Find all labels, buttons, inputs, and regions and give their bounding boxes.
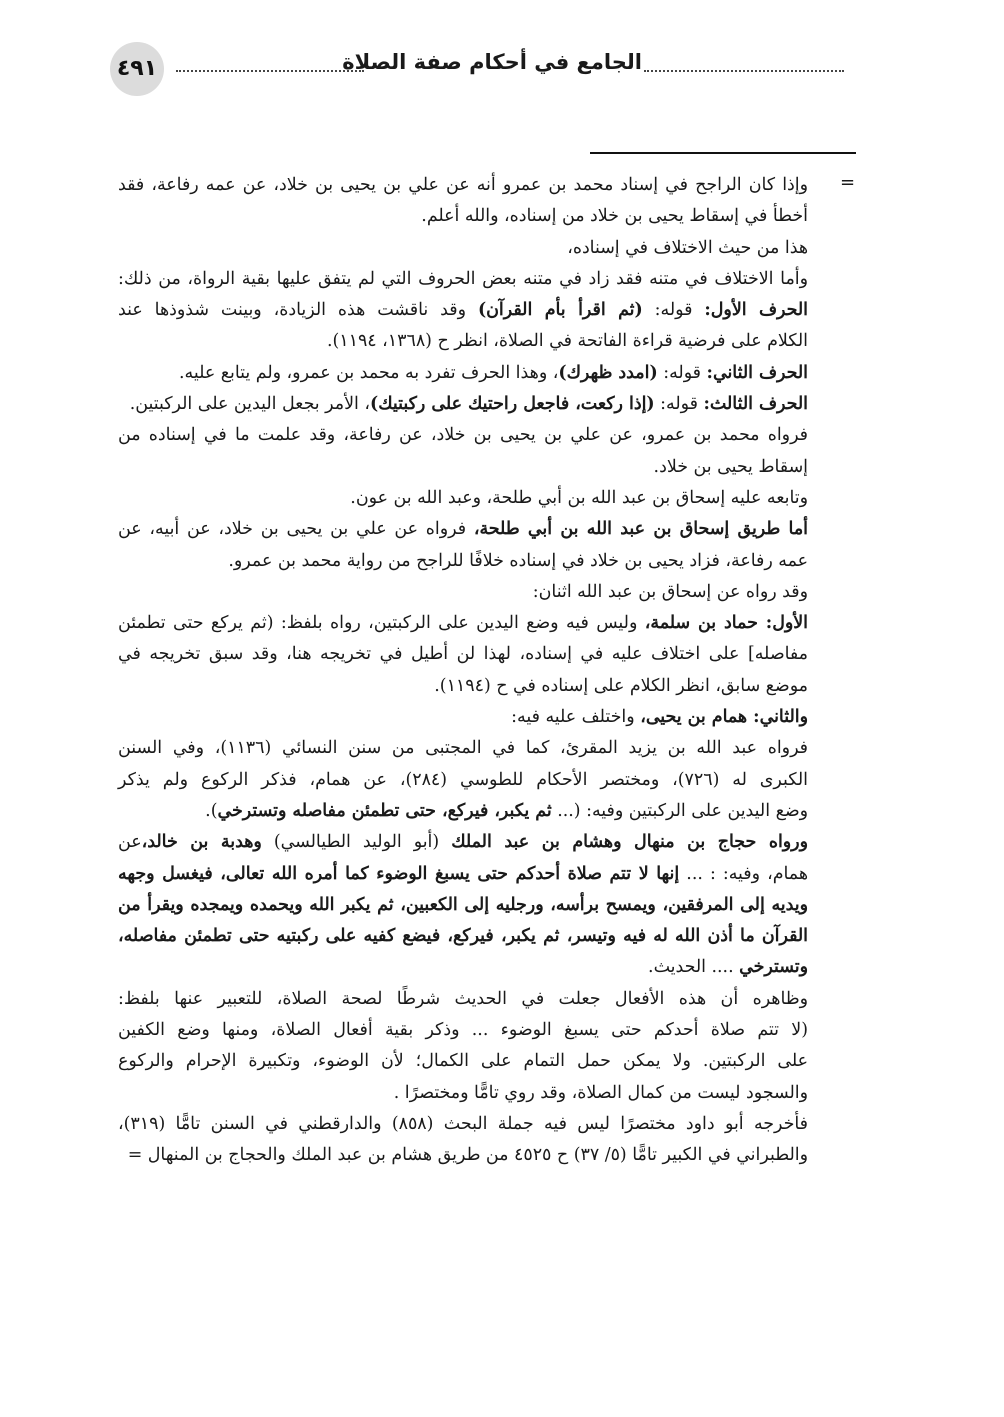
text-line: هذا من حيث الاختلاف في إسناده، [567,237,808,258]
heading-third-letter: الحرف الثالث: [703,394,808,415]
text-span: قوله: [657,362,707,383]
text-span: وليس فيه وضع اليدين على الركبتين، رواه بلفظ: (ثم يركع حتى تطمئن [118,613,645,634]
text-span: ، وهذا الحرف تفرد به محمد بن عمرو، ولم يتابع عليه. [178,362,559,383]
hadith-text: وتسترخي [739,957,808,978]
page-number: ٤٩١ [110,42,164,96]
text-span: قوله: [654,394,704,415]
text-span: همام، وفيه: : ... [679,863,808,884]
text-line [118,796,808,827]
text-span: وقد ناقشت هذه الزيادة، وبينت شذوذها عند [118,300,478,321]
text-span: ، الأمر بجعل اليدين على الركبتين. [129,394,370,415]
text-line: والطبراني في الكبير تامًّا (٥/ ٣٧) ح ٤٥٢٥ من طريق هشام بن عبد الملك والحجاج بن المنهال = [127,1145,808,1166]
quote-span: (امدد ظهرك) [558,362,658,383]
text-line: وظاهره أن هذه الأفعال جعلت في الحديث شرطًا لصحة الصلاة، للتعبير عنها بلفظ: [118,988,808,1009]
text-line: أخطأ في إسقاط يحيى بن خلاد من إسناده، والله أعلم. [421,206,808,227]
hadith-text: إنها لا تتم صلاة أحدكم حتى يسبغ الوضوء كما أمره الله تعالى، فيغسل وجهه [118,863,680,884]
text-line: وتابعه عليه إسحاق بن عبد الله بن أبي طلحة، وعبد الله بن عون. [350,487,808,508]
text-line [118,358,808,389]
hadith-text: القرآن ما أذن الله له فيه وتيسر، ثم يكبر، فيركع، فيضع كفيه على ركبتيه حتى تطمئن مفاصله، [118,926,808,947]
text-line: (لا تتم صلاة أحدكم حتى يسبغ الوضوء ... وذكر بقية أفعال الصلاة، ومنها وضع الكفين [118,1020,808,1041]
header-dotted-leader-right [644,56,844,72]
text-line [118,952,808,983]
text-span: (أبو الوليد الطيالسي) [261,832,452,853]
text-span: وضع اليدين على الركبتين وفيه: (... [551,800,808,821]
text-line [118,827,808,858]
text-line [118,514,808,545]
text-line [118,295,808,326]
quote-span: ثم يكبر، فيركع، حتى تطمئن مفاصله وتسترخي [217,800,552,821]
heading-first-narrator: الأول: حماد بن سلمة، [644,613,808,634]
text-line: فرواه عبد الله بن يزيد المقرئ، كما في المجتبى من سنن النسائي (١١٣٦)، وفي السنن [118,738,808,759]
text-span: .... الحديث. [648,957,740,978]
text-line [118,608,808,639]
header-dotted-leader-left [176,56,364,72]
page-header [104,40,850,100]
text-line [118,702,808,733]
text-line: فأخرجه أبو داود مختصرًا ليس فيه جملة البحث (٨٥٨) والدارقطني في السنن تامًّا (٣١٩)، [118,1113,809,1134]
text-line: الكبرى له (٧٢٦)، ومختصر الأحكام للطوسي (٢٨٤)، عن همام، فذكر الركوع ولم يذكر [118,769,808,790]
text-line: وإذا كان الراجح في إسناد محمد بن عمرو أنه عن علي بن يحيى بن خلاد، عن عمه رفاعة، فقد [118,175,808,195]
text-line: موضع سابق، انظر الكلام على إسناده في ح (١١٩٤). [434,675,808,696]
text-line: إسقاط يحيى بن خلاد. [653,456,808,477]
heading-first-letter: الحرف الأول: [704,300,809,321]
text-line: على الركبتين. ولا يمكن حمل التمام على الكمال؛ لأن الوضوء، وتكبيرة الإحرام والركوع [118,1051,808,1072]
footnote-text [118,170,808,1172]
text-line: فرواه محمد بن عمرو، عن علي بن يحيى بن خلاد، عن رفاعة، وقد علمت ما في إسناده من [118,425,808,446]
text-line [118,859,808,890]
quote-span: (ثم اقرأ بأم القرآن) [477,300,643,321]
text-line: مفاصله] على اختلاف عليه في إسناده، لهذا لن أطيل في تخريجه هنا، وقد سبق تخريجه في [118,644,808,665]
text-span: عن [118,832,142,853]
text-line: والسجود ليست من كمال الصلاة، وقد روي تامًّا ومختصرًا . [393,1082,808,1103]
book-title: الجامع في أحكام صفة الصلاة [342,50,642,74]
text-line: عمه رفاعة، فزاد يحيى بن خلاد في إسناده خلافًا للراجح من رواية محمد بن عمرو. [228,550,808,571]
narrators-span: وهدبة بن خالد، [141,832,262,853]
text-span: واختلف عليه فيه: [511,707,641,728]
text-line: وقد رواه عن إسحاق بن عبد الله اثنان: [532,581,808,602]
quote-span: (إذا ركعت، فاجعل راحتيك على ركبتيك) [369,394,655,415]
footnote-separator [590,152,856,154]
heading-second-letter: الحرف الثاني: [706,362,808,383]
text-span: فرواه عن علي بن يحيى بن خلاد، عن أبيه، عن [118,519,474,540]
heading-ishaq-route: أما طريق إسحاق بن عبد الله بن أبي طلحة، [473,519,808,540]
text-span: قوله: [642,300,705,321]
heading-second-narrator: والثاني: همام بن يحيى، [640,707,808,728]
hadith-text: ويديه إلى المرفقين، ويمسح برأسه، ورجليه إلى الكعبين، ثم يكبر الله ويحمده ويمجده ويقرأ من [118,894,808,915]
continuation-mark: = [840,172,856,193]
narrators-span: ورواه حجاج بن منهال وهشام بن عبد الملك [451,832,808,853]
text-line: الكلام على فرضية قراءة الفاتحة في الصلاة، انظر ح (١٣٦٨، ١١٩٤). [326,331,808,352]
text-span: ). [205,800,218,821]
text-line [118,389,808,420]
text-line: وأما الاختلاف في متنه فقد زاد في متنه بعض الحروف التي لم يتفق عليها بقية الرواة، من ذلك: [118,268,808,289]
